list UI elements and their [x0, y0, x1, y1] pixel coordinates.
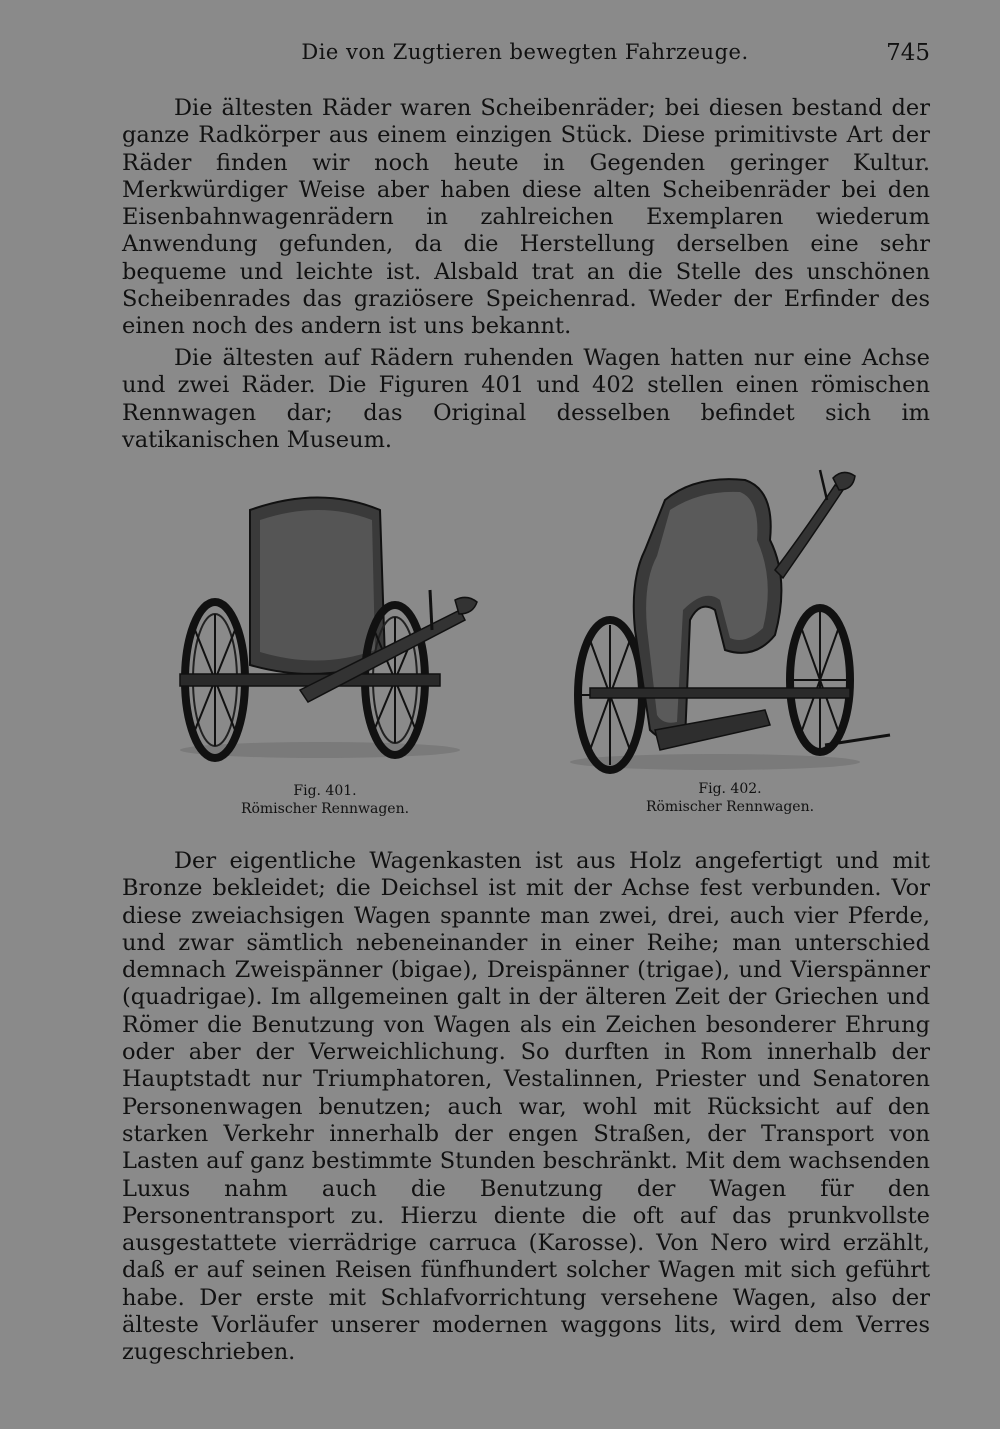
running-title: Die von Zugtieren bewegten Fahrzeuge.: [301, 40, 749, 64]
figure-caption: Römischer Rennwagen.: [240, 801, 410, 817]
roman-chariot-front-view-icon: [565, 460, 895, 780]
figure-402: [565, 460, 895, 820]
paragraph-text: Die ältesten auf Rädern ruhenden Wagen hatten nur eine Achse und zwei Räder. Die Figuren 401 und 402 stellen einen römischen Rennwagen dar; das Original desselben befindet sich im vatikanischen Museum.: [122, 345, 930, 453]
figure-number: Fig. 401.: [293, 783, 357, 799]
paragraph-2: [122, 345, 930, 454]
running-head: [120, 40, 930, 70]
paragraph-1: [122, 95, 930, 341]
roman-chariot-rear-view-icon: [160, 480, 490, 780]
paragraph-text: Die ältesten Räder waren Scheibenräder; bei diesen bestand der ganze Radkörper aus einem einzigen Stück. Diese primitivste Art der Räder finden wir noch heute in Gegenden geringer Kultur. Merkwürdiger Weise aber haben diese alten Scheibenräder bei den Eisenbahnwagenrädern in zahlreichen Exemplaren wiederum Anwendung gefunden, da die Herstellung derselben eine sehr bequeme und leichte ist. Alsbald trat an die Stelle des unschönen Scheibenrades das graziösere Speichenrad. Weder der Erfinder des einen noch des andern ist uns bekannt.: [122, 95, 930, 340]
figure-401: [160, 480, 490, 820]
paragraph-text: Der eigentliche Wagenkasten ist aus Holz angefertigt und mit Bronze bekleidet; die Deichsel ist mit der Achse fest verbunden. Vor diese zweiachsigen Wagen spannte man zwei, drei, auch vier Pferde, und zwar sämtlich nebeneinander in einer Reihe; man unterschied demnach Zweispänner (bigae), Dreispänner (trigae), und Vierspänner (quadrigae). Im allgemeinen galt in der älteren Zeit der Griechen und Römer die Benutzung von Wagen als ein Zeichen besonderer Ehrung oder aber der Verweichlichung. So durften in Rom innerhalb der Hauptstadt nur Triumphatoren, Vestalinnen, Priester und Senatoren Personenwagen benutzen; auch war, wohl mit Rücksicht auf den starken Verkehr innerhalb der engen Straßen, der Transport von Lasten auf ganz bestimmte Stunden beschränkt. Mit dem wachsenden Luxus nahm auch die Benutzung der Wagen für den Personentransport zu. Hierzu diente die oft auf das prunkvollste ausgestattete vierrädrige carruca (Karosse). Von Nero wird erzählt, daß er auf seinen Reisen fünfhundert solcher Wagen mit sich geführt habe. Der erste mit Schlafvorrichtung versehene Wagen, also der älteste Vorläufer unserer modernen waggons lits, wird dem Verres zugeschrieben.: [122, 848, 930, 1366]
figure-caption: Römischer Rennwagen.: [645, 799, 815, 815]
paragraph-3: [122, 848, 930, 1367]
page-number: 745: [886, 40, 930, 66]
figure-number: Fig. 402.: [698, 781, 762, 797]
